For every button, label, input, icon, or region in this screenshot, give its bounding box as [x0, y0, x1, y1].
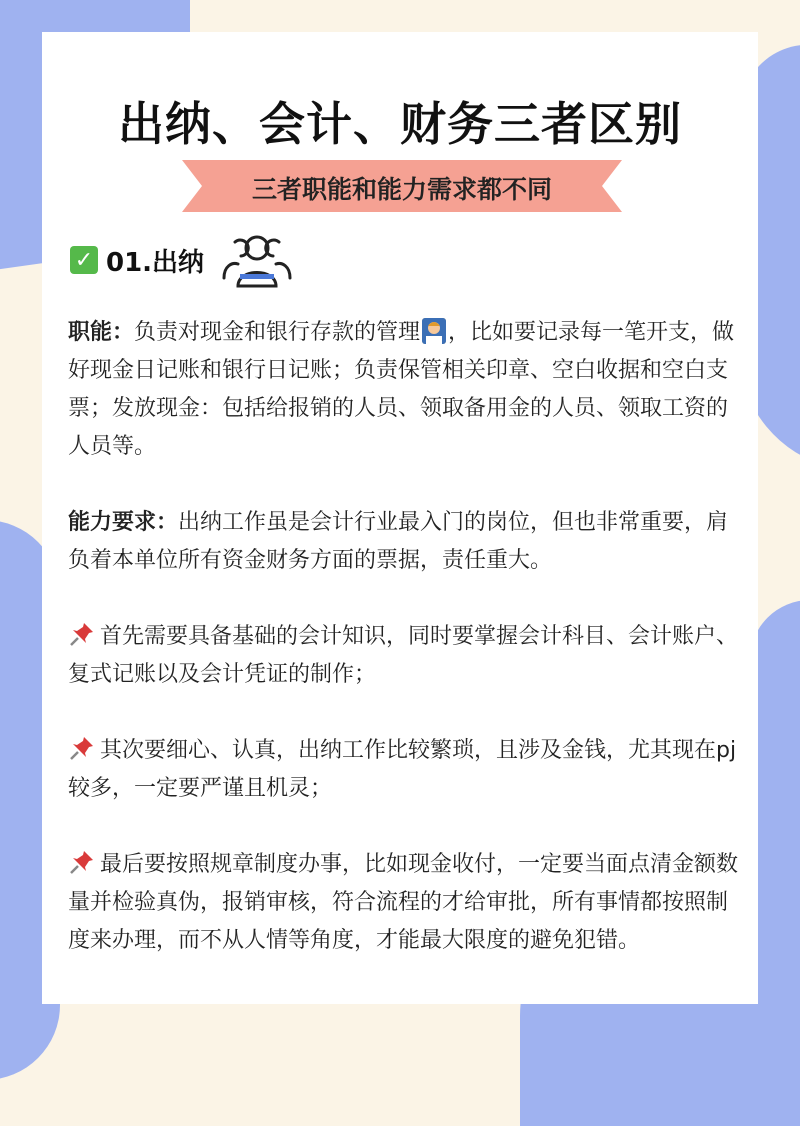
- subtitle-ribbon: [182, 160, 622, 212]
- section-header: [70, 228, 300, 292]
- subtitle: 三者职能和能力需求都不同: [251, 175, 552, 204]
- people-icon: [214, 228, 300, 292]
- content-card: [42, 32, 758, 1004]
- paragraph-text: ，比如要记录每一笔开支，做好现金日记账和银行日记账；负责保管相关印章、空白收据和空白支票；发放现金：包括给报销的人员、领取备用金的人员、领取工资的人员等。: [68, 320, 735, 459]
- person-emoji-icon: [422, 318, 446, 344]
- paragraph-text: 出纳工作虽是会计行业最入门的岗位，但也非常重要，肩负着本单位所有资金财务方面的票据，责任重大。: [68, 510, 729, 573]
- point-text: 其次要细心、认真，出纳工作比较繁琐，且涉及金钱，尤其现在pj较多，一定要严谨且机灵；: [68, 738, 737, 801]
- point-item: [68, 732, 740, 808]
- paragraph-text: 负责对现金和银行存款的管理: [134, 320, 421, 345]
- point-text: 首先需要具备基础的会计知识，同时要掌握会计科目、会计账户、复式记账以及会计凭证的制作；: [68, 624, 739, 687]
- point-item: [68, 618, 740, 694]
- paragraph-lead: 职能：: [68, 320, 135, 345]
- check-mark-icon: ✓: [70, 246, 98, 274]
- pushpin-icon: [68, 620, 96, 648]
- point-text: 最后要按照规章制度办事，比如现金收付，一定要当面点清金额数量并检验真伪，报销审核，符合流程的才给审批，所有事情都按照制度来办理，而不从人情等角度，才能最大限度的避免犯错。: [68, 852, 739, 953]
- pushpin-icon: [68, 848, 96, 876]
- section-title: 01.出纳: [106, 247, 205, 278]
- paragraph-function: [68, 314, 740, 466]
- point-item: [68, 846, 740, 960]
- pushpin-icon: [68, 734, 96, 762]
- page-title: 出纳、会计、财务三者区别: [118, 97, 682, 151]
- paragraph-ability: [68, 504, 740, 580]
- article-body: [68, 314, 740, 998]
- paragraph-lead: 能力要求：: [68, 510, 179, 535]
